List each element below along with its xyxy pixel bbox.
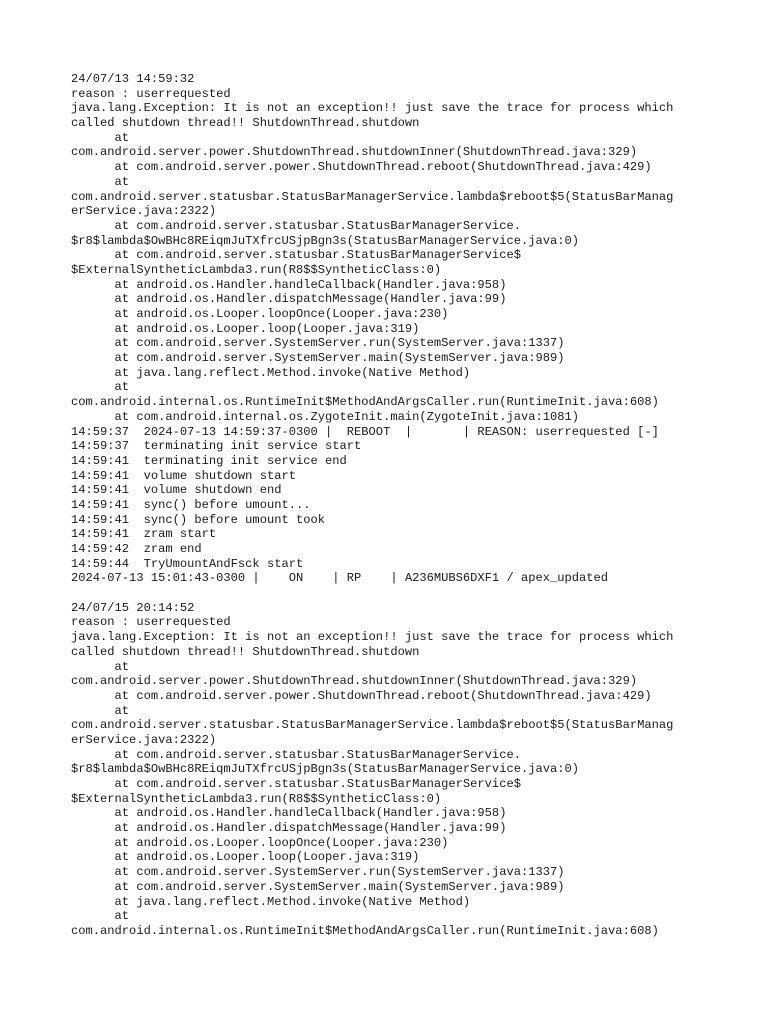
log-line: called shutdown thread!! ShutdownThread.shutdown [71,644,420,659]
log-line: at android.os.Looper.loopOnce(Looper.java:230) [71,835,449,850]
log-line: at com.android.server.power.ShutdownThread.reboot(ShutdownThread.java:429) [71,160,652,175]
log-line: at [71,909,130,924]
log-line: at android.os.Handler.dispatchMessage(Handler.java:99) [71,292,507,307]
log-line: at [71,174,130,189]
log-line: com.android.server.statusbar.StatusBarManagerService.lambda$reboot$5(StatusBarManag [71,718,674,733]
log-line: $ExternalSyntheticLambda3.run(R8$$SyntheticClass:0) [71,791,442,806]
log-line: at com.android.server.statusbar.StatusBarManagerService$ [71,777,521,791]
log-line: at com.android.server.power.ShutdownThread.reboot(ShutdownThread.java:429) [71,688,652,703]
log-line: 14:59:41 sync() before umount took [71,512,326,527]
log-line: at com.android.server.SystemServer.run(SystemServer.java:1337) [71,865,565,880]
log-line: 24/07/15 20:14:52 [71,600,195,615]
log-line: com.android.internal.os.RuntimeInit$MethodAndArgsCaller.run(RuntimeInit.java:608) [71,395,659,410]
log-line: com.android.server.power.ShutdownThread.shutdownInner(ShutdownThread.java:329) [71,674,638,689]
log-line: at java.lang.reflect.Method.invoke(Native Method) [71,365,471,380]
log-line: at android.os.Handler.handleCallback(Handler.java:958) [71,277,507,292]
log-line: at [71,703,130,718]
log-line: 2024-07-13 15:01:43-0300 | ON | RP | A236MUBS6DXF1 / apex_updated [71,571,609,586]
log-line: at [71,130,130,145]
log-line: at com.android.server.statusbar.StatusBarManagerService. [71,747,521,762]
log-line: 14:59:41 volume shutdown end [71,483,282,498]
log-line: erService.java:2322) [71,204,217,219]
log-line: at com.android.server.SystemServer.main(SystemServer.java:989) [71,351,565,366]
log-line: at [71,380,130,395]
log-line: 14:59:41 sync() before umount... [71,497,311,512]
log-line: at android.os.Handler.dispatchMessage(Handler.java:99) [71,821,507,836]
log-line: com.android.server.power.ShutdownThread.shutdownInner(ShutdownThread.java:329) [71,145,638,160]
log-line: at com.android.server.SystemServer.main(SystemServer.java:989) [71,879,565,894]
log-line: at com.android.server.statusbar.StatusBarManagerService$ [71,248,521,263]
log-line [71,586,731,601]
log-line: reason : userrequested [71,615,231,630]
log-line: at [71,659,130,674]
log-line: 14:59:41 zram start [71,527,217,542]
log-line: at android.os.Handler.handleCallback(Handler.java:958) [71,806,507,821]
log-line: erService.java:2322) [71,732,217,747]
log-line: $r8$lambda$OwBHc8REiqmJuTXfrcUSjpBgn3s(StatusBarManagerService.java:0) [71,233,580,248]
log-line: $ExternalSyntheticLambda3.run(R8$$SyntheticClass:0) [71,262,442,277]
log-line: 14:59:42 zram end [71,542,202,556]
log-line: at java.lang.reflect.Method.invoke(Native Method) [71,894,471,909]
log-line: 14:59:41 terminating init service end [71,453,347,468]
log-line: 14:59:41 volume shutdown start [71,468,296,483]
log-line: 24/07/13 14:59:32 [71,72,195,86]
log-line: java.lang.Exception: It is not an exception!! just save the trace for process which [71,101,674,116]
log-line: $r8$lambda$OwBHc8REiqmJuTXfrcUSjpBgn3s(StatusBarManagerService.java:0) [71,762,580,777]
log-line: reason : userrequested [71,86,231,101]
log-line: java.lang.Exception: It is not an exception!! just save the trace for process which [71,630,674,645]
log-line: 14:59:44 TryUmountAndFsck start [71,556,304,571]
log-line: at android.os.Looper.loopOnce(Looper.java:230) [71,307,449,321]
log-line: at android.os.Looper.loop(Looper.java:319) [71,850,420,865]
log-line: at com.android.server.SystemServer.run(SystemServer.java:1337) [71,336,565,351]
log-document [71,72,731,939]
log-line: at android.os.Looper.loop(Looper.java:319) [71,321,420,336]
log-line: com.android.internal.os.RuntimeInit$MethodAndArgsCaller.run(RuntimeInit.java:608) [71,923,659,938]
log-line: at com.android.server.statusbar.StatusBarManagerService. [71,218,521,233]
log-line: 14:59:37 2024-07-13 14:59:37-0300 | REBOOT | | REASON: userrequested [-] [71,424,659,439]
log-line: com.android.server.statusbar.StatusBarManagerService.lambda$reboot$5(StatusBarManag [71,189,674,204]
log-line: 14:59:37 terminating init service start [71,439,362,454]
log-line: at com.android.internal.os.ZygoteInit.main(ZygoteInit.java:1081) [71,409,580,424]
log-line: called shutdown thread!! ShutdownThread.shutdown [71,116,420,131]
